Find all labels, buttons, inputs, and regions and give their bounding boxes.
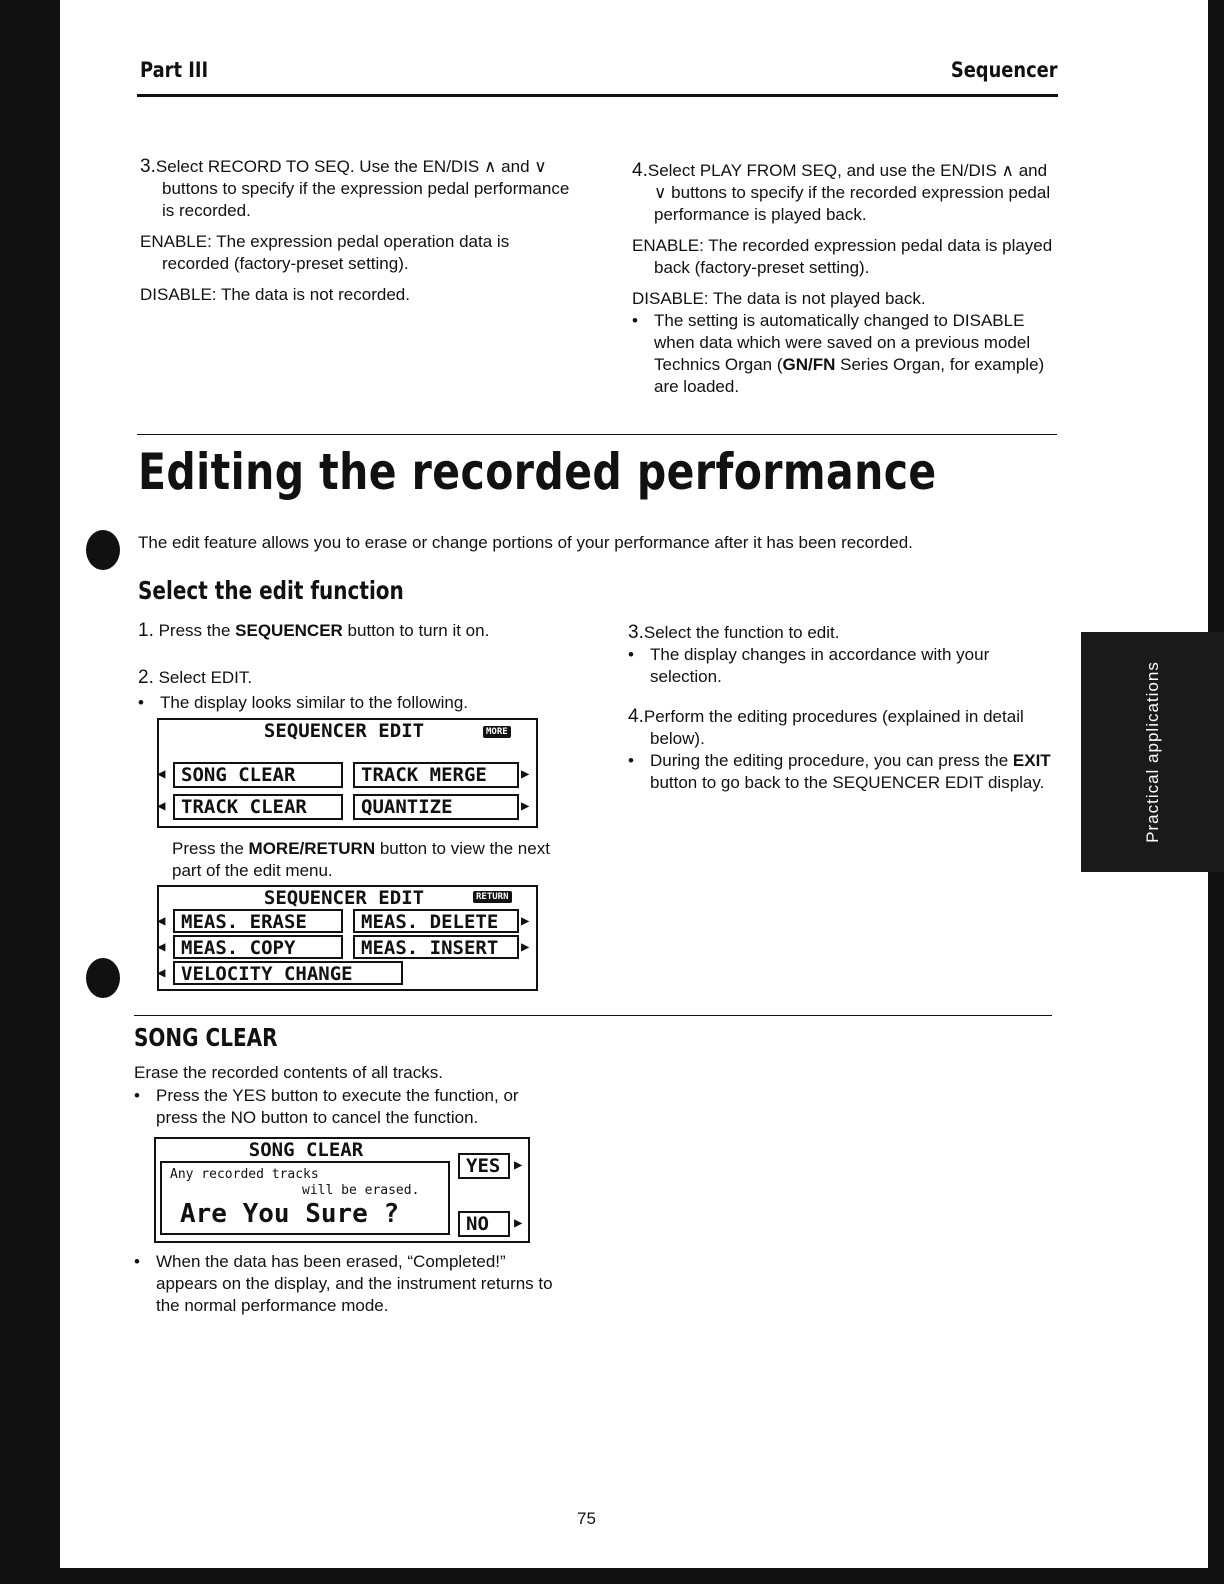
step4-bullet-text-1: During the editing procedure, you can press the — [650, 751, 1013, 770]
bullet-dot: • — [134, 1252, 140, 1271]
lcd-sequencer-edit-1 — [157, 718, 538, 828]
step3-paragraph — [628, 622, 1054, 644]
step1-text-2: button to turn it on. — [342, 621, 490, 640]
header-part: Part III — [140, 58, 209, 82]
step1-text-1: Press the — [158, 621, 236, 640]
more-bold: MORE/RETURN — [248, 839, 376, 858]
track-clear-key[interactable]: TRACK CLEAR — [173, 794, 343, 820]
step4-paragraph — [628, 706, 1054, 750]
section-intro: The edit feature allows you to erase or change portions of your performance after it has been recorded. — [138, 533, 913, 552]
bullet-dot: • — [632, 311, 638, 330]
song-clear-bullet-1 — [134, 1085, 564, 1129]
bullet-dot: • — [628, 751, 634, 770]
song-clear-desc: Erase the recorded contents of all tracks. — [134, 1063, 443, 1082]
are-you-sure-text: Are You Sure ? — [180, 1199, 400, 1229]
lcd-sequencer-edit-2 — [157, 885, 538, 991]
scan-bottom-edge — [0, 1568, 1224, 1584]
bullet-dot: • — [628, 645, 634, 664]
more-text-2: button to view the next part of the edit menu. — [172, 839, 550, 880]
step2-text: Select EDIT. — [158, 668, 253, 687]
step1-number: 1. — [138, 620, 154, 641]
step2-bullet-text: The display looks similar to the following. — [160, 693, 469, 712]
track-merge-key[interactable]: TRACK MERGE — [353, 762, 519, 788]
song-clear-heading: SONG CLEAR — [134, 1023, 278, 1052]
message-line-1: Any recorded tracks — [170, 1167, 319, 1182]
top-right-column — [632, 160, 1058, 398]
step2-paragraph — [138, 667, 568, 689]
scan-left-edge — [0, 0, 60, 1584]
lcd-song-clear — [154, 1137, 530, 1243]
more-tag: MORE — [483, 726, 511, 738]
step4-paragraph — [632, 160, 1058, 226]
step3-bullet-text: The display changes in accordance with your selection. — [650, 645, 990, 686]
disable-text: DISABLE: The data is not recorded. — [140, 285, 410, 304]
right-arrow-icon: ▶ — [521, 798, 530, 814]
bullet-dot: • — [134, 1086, 140, 1105]
exit-bold: EXIT — [1012, 751, 1051, 770]
step1-bold: SEQUENCER — [235, 621, 343, 640]
meas-delete-key[interactable]: MEAS. DELETE — [353, 909, 519, 933]
gn-fn-note — [632, 310, 1058, 398]
more-text-1: Press the — [172, 839, 249, 858]
meas-insert-key[interactable]: MEAS. INSERT — [353, 935, 519, 959]
note-text-2: Series Organ, for example) are loaded. — [654, 355, 1045, 396]
step1-paragraph — [138, 620, 568, 642]
step4-text: Select PLAY FROM SEQ, and use the EN/DIS ∧ and ∨ buttons to specify if the recorded expression pedal performance is played back. — [647, 161, 1051, 224]
lcd-title: SONG CLEAR — [248, 1139, 364, 1161]
disable-text: DISABLE: The data is not played back. — [632, 289, 926, 308]
step3-paragraph — [140, 156, 572, 222]
right-arrow-icon: ▶ — [521, 913, 530, 929]
header-rule — [137, 94, 1058, 97]
step4-number: 4. — [632, 160, 648, 181]
section-title: Editing the recorded performance — [138, 443, 937, 501]
bullet-2-text: When the data has been erased, “Completed!” appears on the display, and the instrument returns to the normal performance mode. — [156, 1252, 553, 1315]
step4-number: 4. — [628, 706, 644, 727]
bullet-dot: • — [138, 693, 144, 712]
note-text-1: The setting is automatically changed to DISABLE when data which were saved on a previous model Technics Organ ( — [654, 311, 1031, 374]
return-tag: RETURN — [473, 891, 512, 903]
side-tab-label: Practical applications — [1142, 661, 1162, 843]
right-arrow-icon: ▶ — [514, 1215, 523, 1231]
left-arrow-icon: ◀ — [157, 766, 166, 782]
lcd-title: SEQUENCER EDIT — [263, 887, 425, 909]
step3-text: Select RECORD TO SEQ. Use the EN/DIS ∧ and ∨ buttons to specify if the expression pedal performance is recorded. — [155, 157, 570, 220]
page-number: 75 — [577, 1509, 596, 1528]
left-arrow-icon: ◀ — [157, 939, 166, 955]
song-clear-key[interactable]: SONG CLEAR — [173, 762, 343, 788]
yes-key[interactable]: YES — [458, 1153, 510, 1179]
meas-erase-key[interactable]: MEAS. ERASE — [173, 909, 343, 933]
step3-number: 3. — [628, 622, 644, 643]
step3-text: Select the function to edit. — [643, 623, 840, 642]
step4-text: Perform the editing procedures (explained in detail below). — [643, 707, 1024, 748]
header-section: Sequencer — [951, 58, 1058, 82]
left-arrow-icon: ◀ — [157, 965, 166, 981]
binder-hole-bottom — [86, 958, 120, 998]
side-tab-label-wrap — [1081, 632, 1224, 872]
note-bold: GN/FN — [782, 355, 836, 374]
top-left-column — [140, 156, 572, 306]
left-arrow-icon: ◀ — [157, 798, 166, 814]
more-return-paragraph — [172, 838, 568, 882]
song-clear-rule — [134, 1015, 1052, 1016]
step2-number: 2. — [138, 667, 154, 688]
subsection-title: Select the edit function — [138, 576, 404, 605]
step4-bullet-text-2: button to go back to the SEQUENCER EDIT display. — [650, 773, 1045, 792]
enable-text: ENABLE: The recorded expression pedal data is played back (factory-preset setting). — [632, 236, 1053, 277]
right-arrow-icon: ▶ — [521, 766, 530, 782]
section-rule — [137, 434, 1057, 435]
left-arrow-icon: ◀ — [157, 913, 166, 929]
bullet-1-text: Press the YES button to execute the function, or press the NO button to cancel the function. — [156, 1086, 519, 1127]
step3-number: 3. — [140, 156, 156, 177]
scan-left-notch — [60, 0, 82, 100]
right-arrow-icon: ▶ — [514, 1157, 523, 1173]
right-arrow-icon: ▶ — [521, 939, 530, 955]
velocity-change-key[interactable]: VELOCITY CHANGE — [173, 961, 403, 985]
binder-hole-top — [86, 530, 120, 570]
lcd-title: SEQUENCER EDIT — [263, 720, 425, 742]
meas-copy-key[interactable]: MEAS. COPY — [173, 935, 343, 959]
no-key[interactable]: NO — [458, 1211, 510, 1237]
quantize-key[interactable]: QUANTIZE — [353, 794, 519, 820]
step3-bullet — [628, 644, 1054, 688]
message-line-2: will be erased. — [302, 1183, 420, 1198]
edit-right-column — [628, 622, 1054, 794]
enable-text: ENABLE: The expression pedal operation data is recorded (factory-preset setting). — [140, 232, 510, 273]
step4-bullet — [628, 750, 1054, 794]
song-clear-bullet-2 — [134, 1251, 564, 1317]
step2-bullet — [138, 692, 568, 714]
